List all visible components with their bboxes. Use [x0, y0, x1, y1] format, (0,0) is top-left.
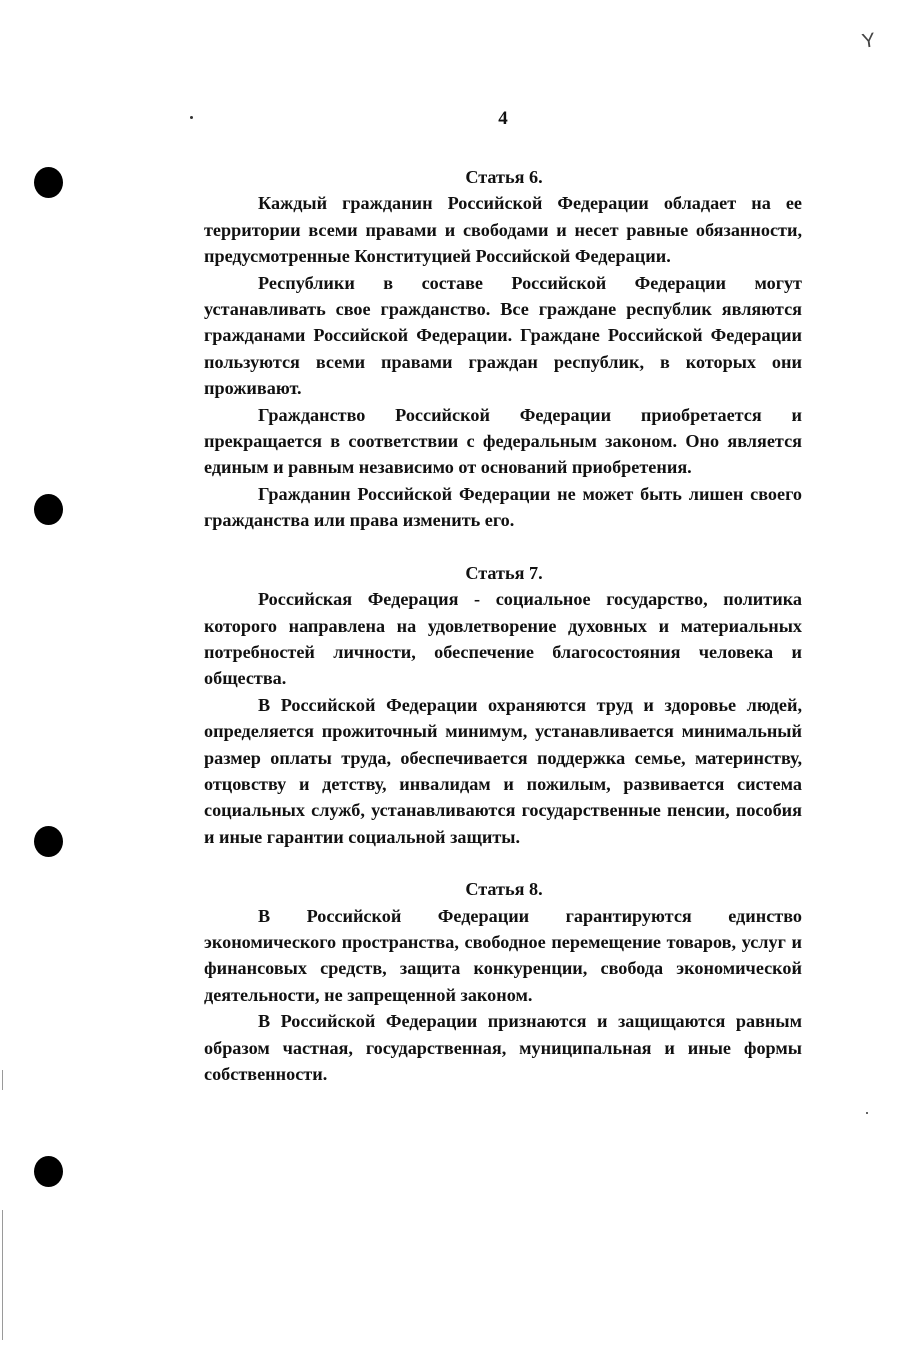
scan-edge-line	[2, 1210, 3, 1340]
article-8	[204, 876, 802, 1087]
punch-hole	[34, 494, 63, 525]
punch-hole	[34, 167, 63, 198]
paragraph: В Российской Федерации признаются и защищаются равным образом частная, государственная, муниципальная и иные формы собственности.	[204, 1011, 802, 1084]
paragraph: Республики в составе Российской Федерации могут устанавливать свое гражданство. Все граждане республик являются гражданами Российской Федерации. Граждане Российской Федерации пользуются всеми правами граждан республик, в которых они проживают.	[204, 272, 802, 399]
page-number: 4	[498, 108, 508, 129]
paragraph: В Российской Федерации гарантируются единство экономического пространства, свободное перемещение товаров, услуг и финансовых средств, защита конкуренции, свобода экономической деятельности, не запрещенной законом.	[204, 905, 802, 1005]
handwritten-corner-mark: Y	[860, 29, 877, 53]
document-body	[204, 164, 802, 1087]
paragraph: В Российской Федерации охраняются труд и здоровье людей, определяется прожиточный минимум, устанавливается минимальный размер оплаты труда, обеспечивается поддержка семье, материнству, отцовству и детству, инвалидам и пожилым, развивается система социальных служб, устанавливаются государственные пенсии, пособия и иные гарантии социальной защиты.	[204, 694, 802, 847]
punch-hole	[34, 1156, 63, 1187]
article-title: Статья 6.	[465, 167, 543, 187]
paragraph: Российская Федерация - социальное государство, политика которого направлена на удовлетворение духовных и материальных потребностей личности, обеспечение благосостояния человека и общества.	[204, 589, 802, 689]
paragraph: Гражданин Российской Федерации не может быть лишен своего гражданства или права изменить его.	[204, 483, 802, 531]
article-title: Статья 8.	[465, 879, 543, 900]
article-7	[204, 560, 802, 850]
paragraph: Гражданство Российской Федерации приобретается и прекращается в соответствии с федеральным законом. Оно является единым и равным независимо от оснований приобретения.	[204, 404, 802, 478]
article-title: Статья 7.	[465, 562, 543, 583]
article-6	[204, 164, 802, 534]
scan-speck	[866, 1112, 868, 1114]
punch-hole	[34, 826, 63, 857]
scan-edge-line	[2, 1070, 3, 1090]
paragraph: Каждый гражданин Российской Федерации обладает на ее территории всеми правами и свободами и несет равные обязанности, предусмотренные Конституцией Российской Федерации.	[204, 193, 802, 267]
